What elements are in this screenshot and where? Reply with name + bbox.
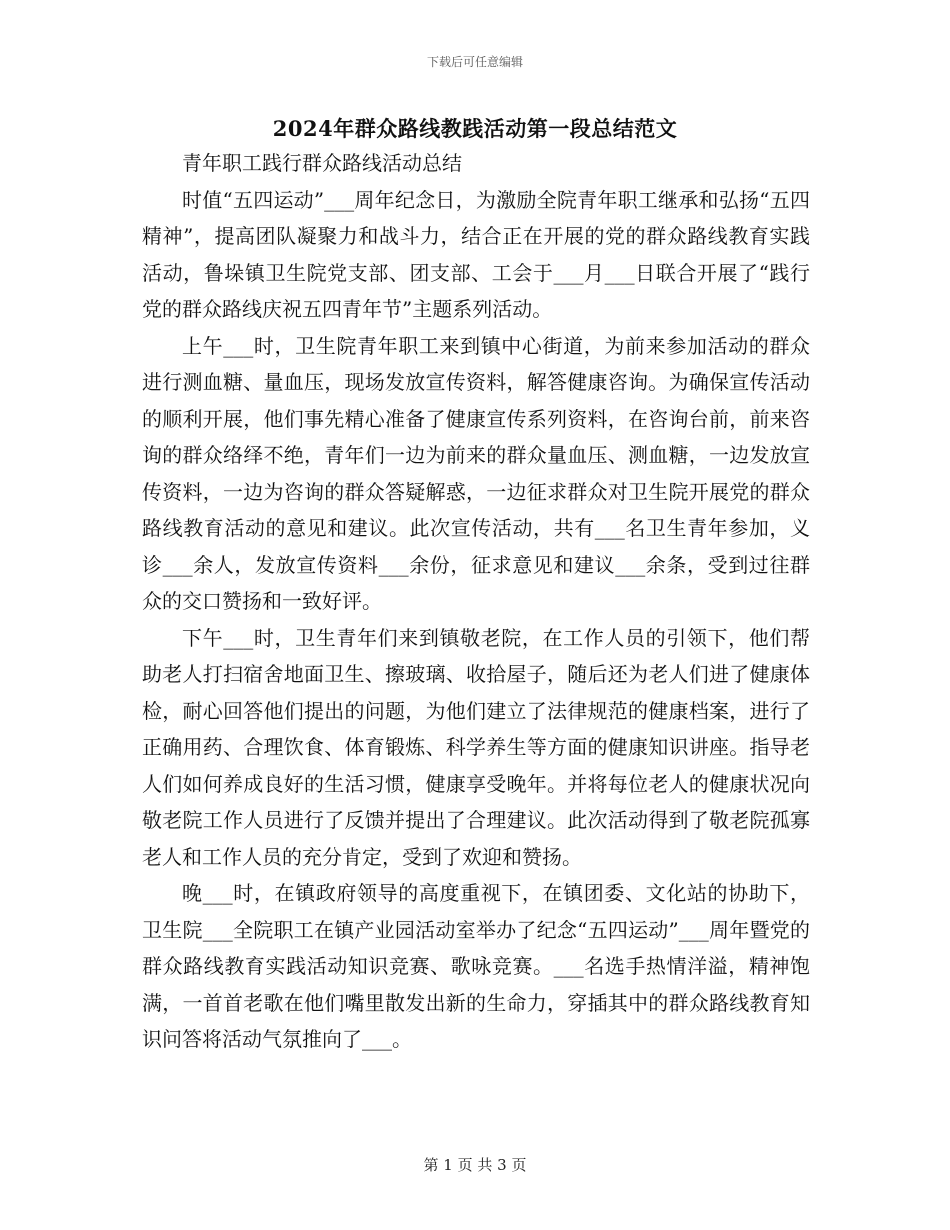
document-title: 2024年群众路线教践活动第一段总结范文 xyxy=(272,116,678,141)
header-note: 下载后可任意编辑 xyxy=(426,55,523,69)
paragraph-intro: 时值“五四运动”___周年纪念日，为激励全院青年职工继承和弘扬“五四精神”，提高团队凝聚力和战斗力，结合正在开展的党的群众路线教育实践活动，鲁垛镇卫生院党支部、团支部、工会于___月___日联合开展了“践行党的群众路线庆祝五四青年节”主题系列活动。 xyxy=(142,187,810,321)
document-body xyxy=(142,145,810,1058)
paragraph-subtitle: 青年职工践行群众路线活动总结 xyxy=(182,151,462,175)
paragraph-afternoon: 下午___时，卫生青年们来到镇敬老院，在工作人员的引领下，他们帮助老人打扫宿舍地面卫生、擦玻璃、收拾屋子，随后还为老人们进了健康体检，耐心回答他们提出的问题，为他们建立了法律规范的健康档案，进行了正确用药、合理饮食、体育锻炼、科学养生等方面的健康知识讲座。指导老人们如何养成良好的生活习惯，健康享受晚年。并将每位老人的健康状况向敬老院工作人员进行了反馈并提出了合理建议。此次活动得到了敬老院孤寡老人和工作人员的充分肯定，受到了欢迎和赞扬。 xyxy=(142,625,810,869)
paragraph-evening: 晚___时，在镇政府领导的高度重视下，在镇团委、文化站的协助下，卫生院___全院职工在镇产业园活动室举办了纪念“五四运动”___周年暨党的群众路线教育实践活动知识竞赛、歌咏竞赛。___名选手热情洋溢，精神饱满，一首首老歌在他们嘴里散发出新的生命力，穿插其中的群众路线教育知识问答将活动气氛推向了___。 xyxy=(142,881,810,1051)
page-number: 第 1 页 共 3 页 xyxy=(423,1156,527,1174)
paragraph-morning: 上午___时，卫生院青年职工来到镇中心街道，为前来参加活动的群众进行测血糖、量血压，现场发放宣传资料，解答健康咨询。为确保宣传活动的顺利开展，他们事先精心准备了健康宣传系列资料，在咨询台前，前来咨询的群众络绎不绝，青年们一边为前来的群众量血压、测血糖，一边发放宣传资料，一边为咨询的群众答疑解惑，一边征求群众对卫生院开展党的群众路线教育活动的意见和建议。此次宣传活动，共有___名卫生青年参加，义诊___余人，发放宣传资料___余份，征求意见和建议___余条，受到过往群众的交口赞扬和一致好评。 xyxy=(142,333,810,613)
